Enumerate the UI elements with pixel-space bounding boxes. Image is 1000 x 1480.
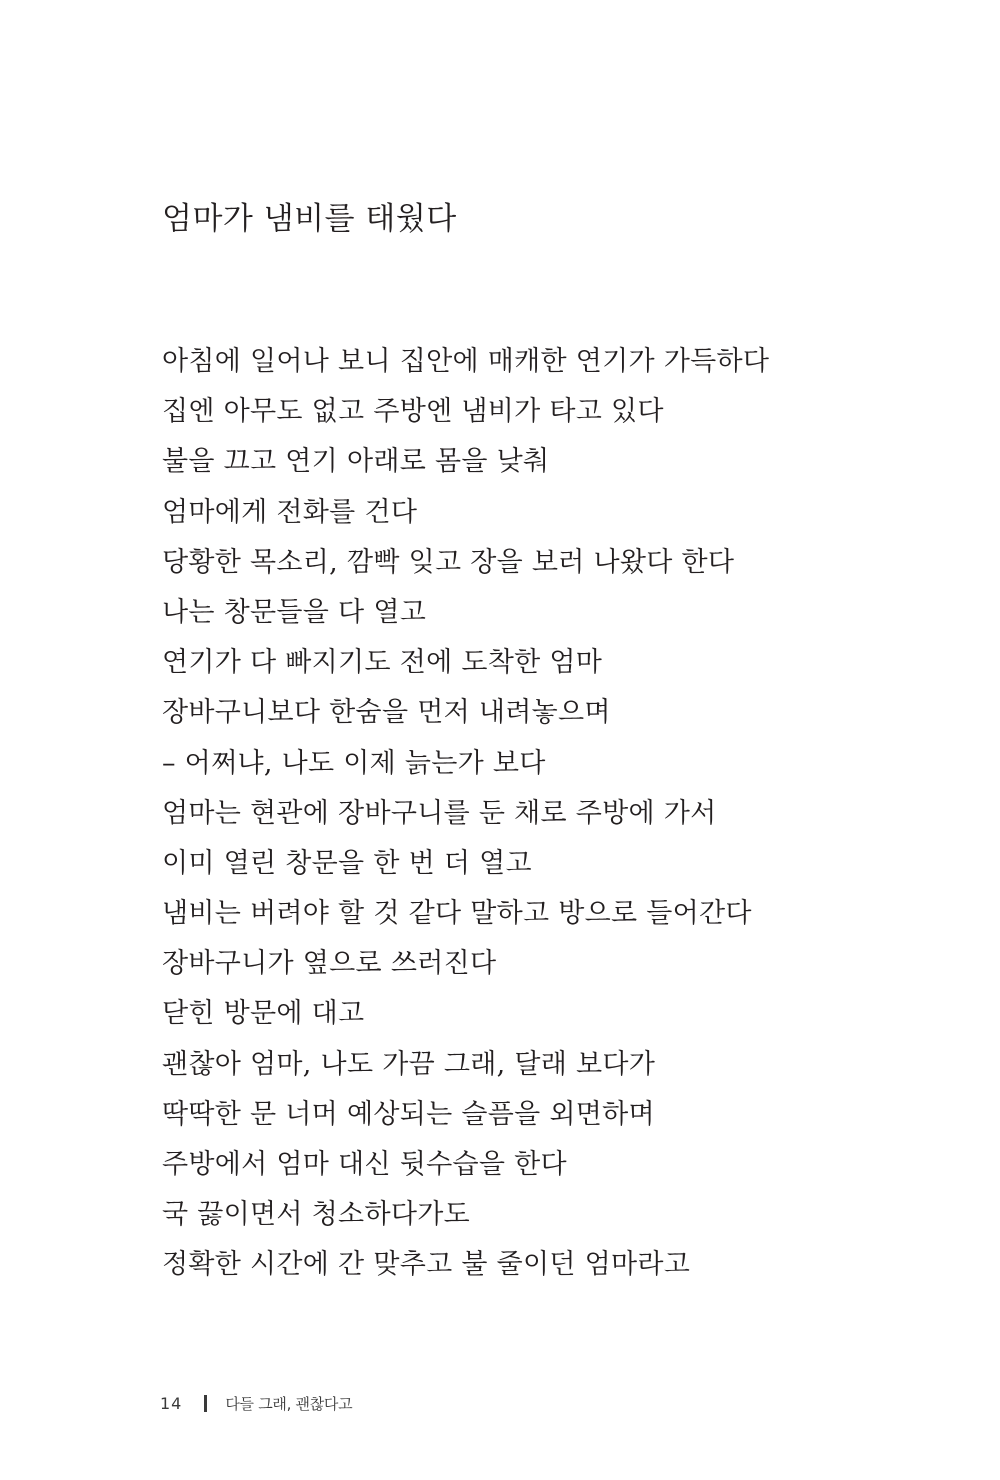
poem-line: 장바구니보다 한숨을 먼저 내려놓으며 <box>162 697 611 729</box>
poem-line: 당황한 목소리, 깜빡 잊고 장을 보러 나왔다 한다 <box>162 546 735 578</box>
poem-line: 이미 열린 창문을 한 번 더 열고 <box>162 847 532 879</box>
poem-line: 냄비는 버려야 할 것 같다 말하고 방으로 들어간다 <box>162 898 752 930</box>
poem-line: 아침에 일어나 보니 집안에 매캐한 연기가 가득하다 <box>162 346 770 377</box>
poem-line: 연기가 다 빠지기도 전에 도착한 엄마 <box>162 647 603 679</box>
poem-line: 엄마에게 전화를 건다 <box>162 496 418 528</box>
poem-body <box>162 337 769 1291</box>
book-title: 다들 그래, 괜찮다고 <box>225 1394 353 1413</box>
poem-line: 딱딱한 문 너머 예상되는 슬픔을 외면하며 <box>162 1098 655 1130</box>
page-number: 14 <box>160 1393 183 1413</box>
footer-divider <box>204 1395 207 1412</box>
poem-line: 집엔 아무도 없고 주방엔 냄비가 타고 있다 <box>162 396 664 428</box>
poem-line: 정확한 시간에 간 맞추고 불 줄이던 엄마라고 <box>162 1249 691 1281</box>
poem-line: 불을 끄고 연기 아래로 몸을 낮춰 <box>162 446 550 478</box>
poem-line: – 어쩌냐, 나도 이제 늙는가 보다 <box>162 747 546 779</box>
poem-line: 괜찮아 엄마, 나도 가끔 그래, 달래 보다가 <box>162 1048 656 1080</box>
poem-line: 닫힌 방문에 대고 <box>162 998 365 1030</box>
poem-line: 엄마는 현관에 장바구니를 둔 채로 주방에 가서 <box>162 797 717 829</box>
poem-line: 국 끓이면서 청소하다가도 <box>162 1199 470 1231</box>
poem-line: 나는 창문들을 다 열고 <box>162 596 427 628</box>
poem-line: 장바구니가 옆으로 쓰러진다 <box>162 948 497 980</box>
poem-title: 엄마가 냄비를 태웠다 <box>162 201 457 237</box>
page-footer <box>160 1391 352 1415</box>
poem-line: 주방에서 엄마 대신 뒷수습을 한다 <box>162 1149 567 1180</box>
